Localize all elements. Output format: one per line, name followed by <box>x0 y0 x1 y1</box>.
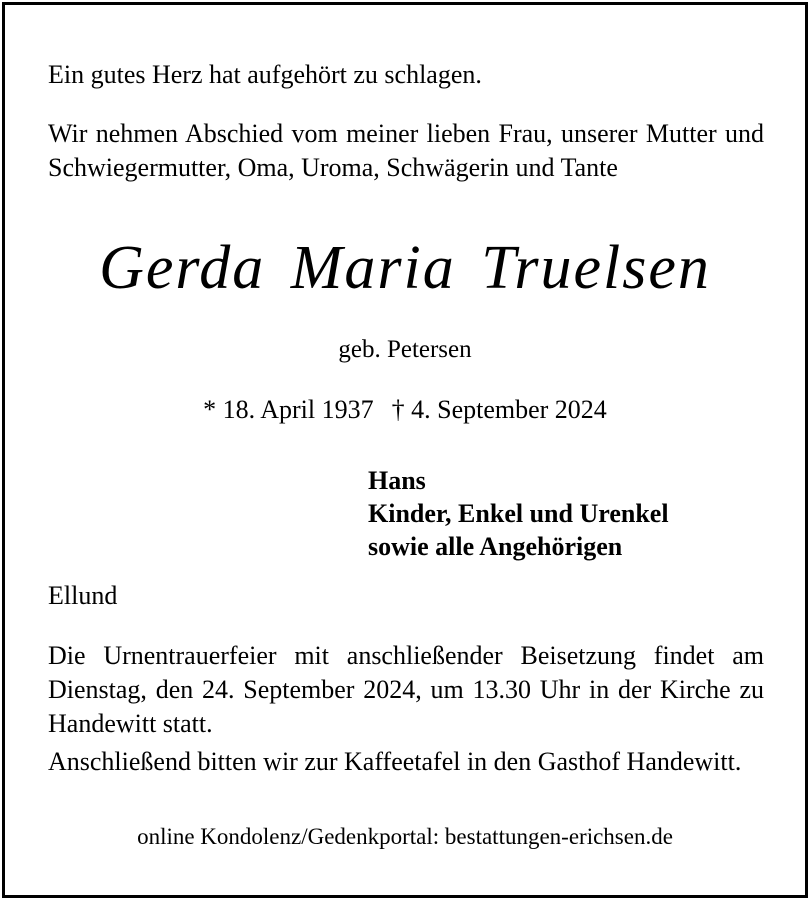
mourner-line: Kinder, Enkel und Urenkel <box>368 499 669 528</box>
death-date: † 4. September 2024 <box>391 395 607 424</box>
farewell-text: Wir nehmen Abschied vom meiner lieben Frau, unserer Mutter und Schwiegermutter, Oma, Uroma, Schwägerin und Tante <box>48 119 764 182</box>
mourners-list <box>368 464 669 563</box>
reception-text: Anschließend bitten wir zur Kaffeetafel in den Gasthof Handewitt. <box>48 747 742 776</box>
deceased-name: Gerda Maria Truelsen <box>99 234 711 302</box>
maiden-name: geb. Petersen <box>338 336 472 363</box>
online-condolence: online Kondolenz/Gedenkportal: bestattungen-erichsen.de <box>137 824 673 849</box>
life-dates <box>0 393 810 427</box>
mourner-line: sowie alle Angehörigen <box>368 532 623 561</box>
birth-date: * 18. April 1937 <box>203 395 374 424</box>
ceremony-text: Die Urnentrauerfeier mit anschließender Beisetzung findet am Dienstag, den 24. September 2024, um 13.30 Uhr in der Kirche zu Handewitt statt. <box>48 641 764 738</box>
place-name: Ellund <box>48 581 118 610</box>
opening-line: Ein gutes Herz hat aufgehört zu schlagen. <box>48 60 482 89</box>
mourner-line: Hans <box>368 466 426 495</box>
